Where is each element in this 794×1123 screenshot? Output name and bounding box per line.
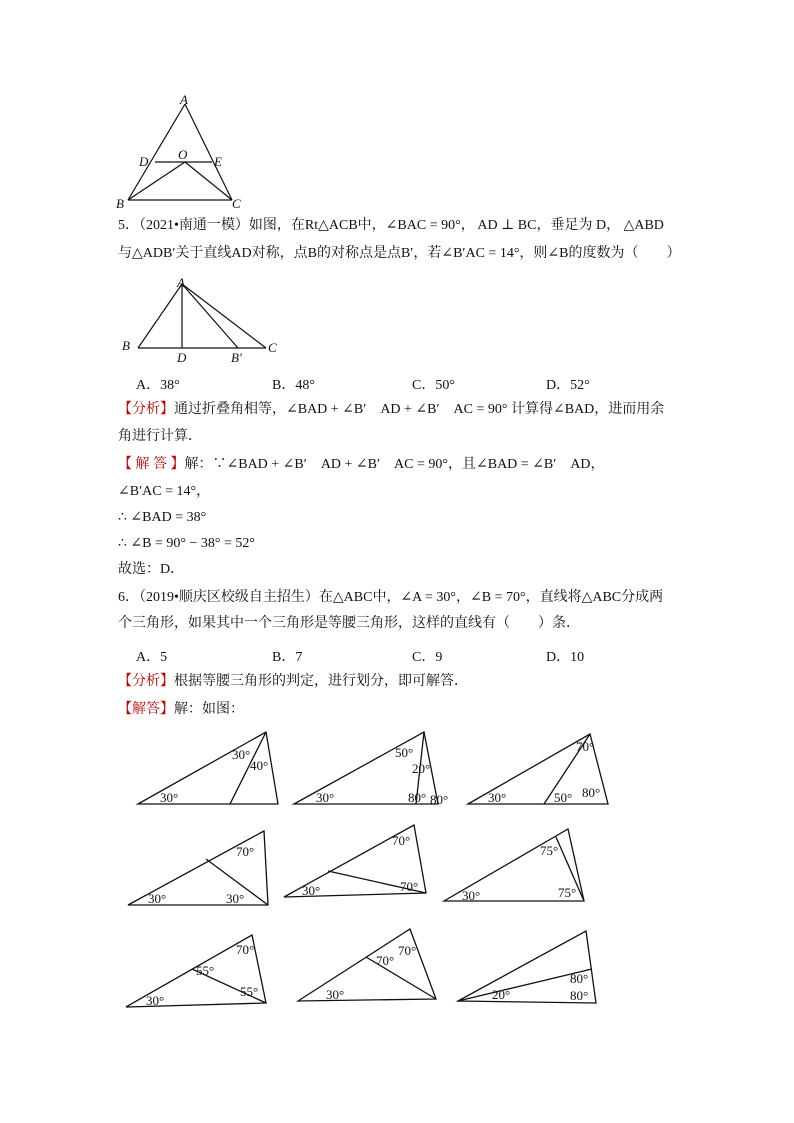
q5-answer-text-4: ∴ ∠B = 90° − 38° = 52° (118, 536, 255, 551)
q6-answer-tag: 【解答】 (118, 702, 174, 717)
q6-options (136, 646, 656, 666)
tri5-label-2: 70° (392, 833, 411, 848)
tri3-label-3: 50° (554, 790, 573, 805)
q6-analysis (118, 672, 678, 692)
q5-answer-tag: 【 解 答 】 (118, 457, 185, 472)
tri1-label-2: 30° (232, 747, 251, 762)
q6-answer-text: 解：如图： (174, 702, 244, 717)
q5-analysis-text-1: 通过折叠角相等，∠BAD + ∠B′ AD + ∠B′ AC = 90° 计算得∠BAD，进而用余 (174, 402, 665, 417)
vertex-o: O (178, 147, 188, 162)
q5-vertex-c: C (268, 340, 277, 355)
tri4-label-2: 30° (226, 891, 245, 906)
q5-vertex-bprime: B′ (231, 350, 242, 364)
triangle-grid (120, 725, 620, 1015)
q6-answer (118, 700, 678, 720)
q5-vertex-d: D (177, 350, 187, 364)
vertex-c: C (232, 196, 241, 210)
q6-analysis-text: 根据等腰三角形的判定，进行划分，即可解答． (174, 674, 468, 689)
tri2-label-1: 30° (316, 790, 335, 805)
q5-option-a: A．38° (136, 378, 180, 393)
q6-analysis-tag: 【分析】 (118, 674, 174, 689)
tri3-label-4: 80° (582, 785, 601, 800)
q5-options (136, 374, 656, 394)
tri3-label-1: 30° (488, 790, 507, 805)
q5-analysis-tag: 【分析】 (118, 402, 174, 417)
q5-vertex-b: B (122, 338, 130, 353)
tri3-label-2: 70° (576, 739, 595, 754)
tri6-label-1: 30° (462, 888, 481, 903)
q5-option-d: D．52° (546, 378, 590, 393)
q6-option-a: A．5 (136, 650, 168, 665)
q5-answer-text-2: ∠B′AC = 14°， (118, 484, 211, 499)
tri2-label-2: 50° (395, 745, 414, 760)
vertex-b: B (116, 196, 124, 210)
q5-analysis-text-2: 角进行计算． (118, 429, 202, 444)
q5-option-c: C．50° (412, 378, 455, 393)
q5-answer-text-1: 解：∵∠BAD + ∠B′ AD + ∠B′ AC = 90°，且∠BAD = ∠B′ AD， (184, 457, 605, 472)
vertex-e: E (214, 154, 222, 169)
q5-answer-text-5: 故选：D． (118, 562, 185, 577)
tri8-label-3: 70° (398, 943, 417, 958)
q5-analysis (118, 400, 678, 420)
q5-stem-line1: 5．（2021•南通一模）如图，在Rt△ACB中，∠BAC = 90°， AD ⊥ BC，垂足为 D， △ABD (118, 218, 664, 233)
tri8-label-2: 70° (376, 953, 395, 968)
q6-stem-line2: 个三角形，如果其中一个三角形是等腰三角形，这样的直线有（ ）条． (118, 616, 580, 631)
tri7-label-3: 70° (236, 942, 255, 957)
vertex-d: D (139, 154, 149, 169)
q6-option-d: D．10 (546, 650, 585, 665)
tri2-label-3: 20° (412, 761, 431, 776)
tri6-label-3: 75° (558, 885, 577, 900)
q5-answer-text-3: ∴ ∠BAD = 38° (118, 510, 207, 525)
tri4-label-3: 70° (236, 844, 255, 859)
vertex-a: A (180, 92, 188, 107)
tri7-label-2: 55° (196, 963, 215, 978)
q5-answer (118, 455, 678, 475)
tri8-label-1: 30° (326, 987, 345, 1002)
tri1-label-3: 40° (250, 758, 269, 773)
tri7-label-1: 30° (146, 993, 165, 1008)
tri9-label-1: 20° (492, 987, 511, 1002)
tri5-label-1: 30° (302, 883, 321, 898)
q6-option-c: C．9 (412, 650, 443, 665)
q6-stem-line1: 6．（2019•顺庆区校级自主招生）在△ABC中，∠A = 30°，∠B = 70°，直线将△ABC分成两 (118, 590, 664, 605)
tri2-label-4: 80° (408, 790, 427, 805)
tri9-label-3: 80° (570, 988, 589, 1003)
figure-triangle-doe (110, 92, 250, 210)
tri4-label-1: 30° (148, 891, 167, 906)
tri6-label-2: 75° (540, 843, 559, 858)
tri2-label-5: 80° (430, 792, 449, 807)
tri5-label-3: 70° (400, 879, 419, 894)
tri7-label-4: 55° (240, 984, 259, 999)
figure-q5-triangle (118, 272, 288, 364)
q5-stem-line2: 与△ADB′关于直线AD对称，点B的对称点是点B′，若∠B′AC = 14°，则∠B的度数为（ ） (118, 246, 681, 261)
tri9-label-2: 80° (570, 971, 589, 986)
q6-option-b: B．7 (272, 650, 303, 665)
tri1-label-1: 30° (160, 790, 179, 805)
q5-vertex-a: A (177, 275, 185, 290)
q5-option-b: B．48° (272, 378, 315, 393)
